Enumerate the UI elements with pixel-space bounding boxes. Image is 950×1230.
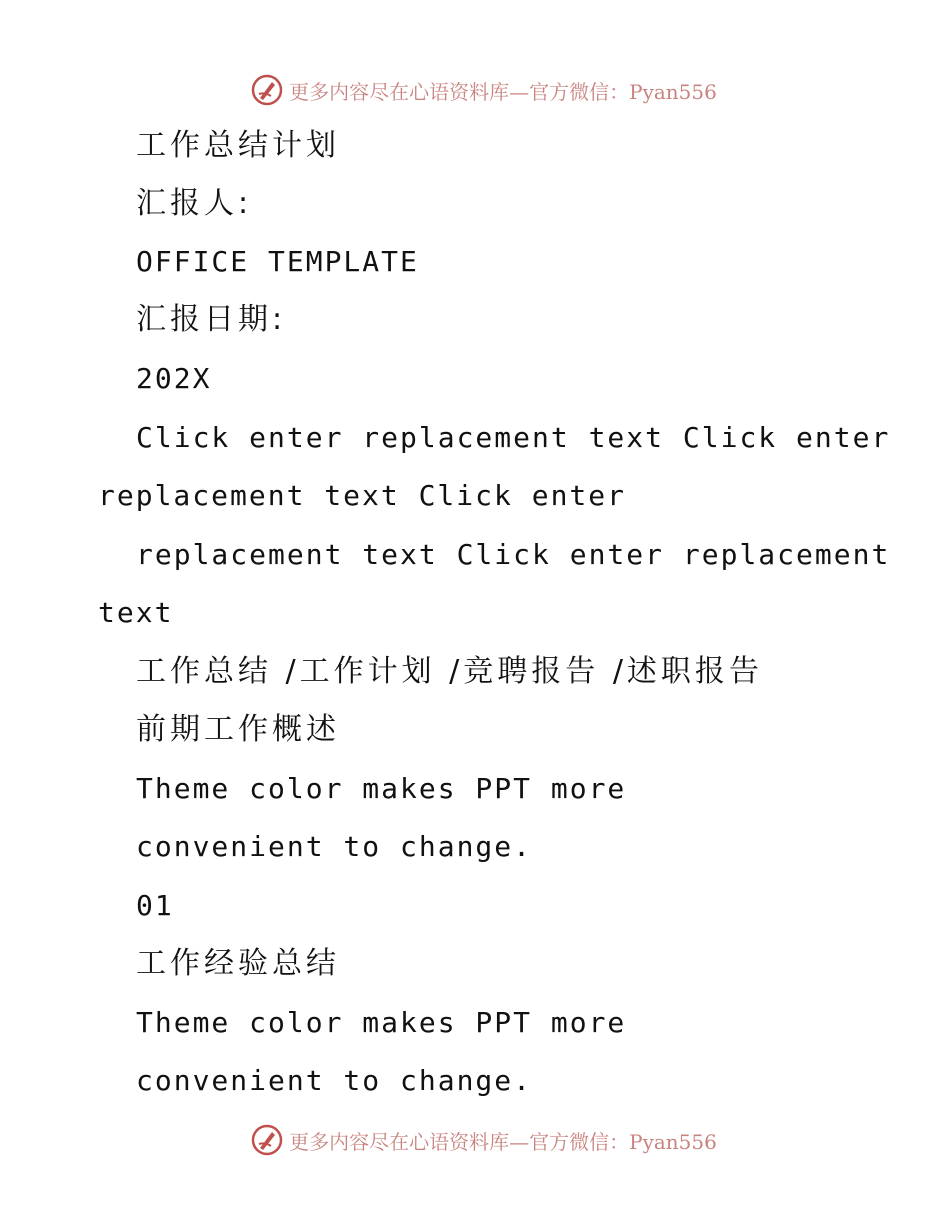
section-description: Theme color makes PPT more xyxy=(136,1006,627,1039)
quill-logo-icon xyxy=(251,74,283,106)
section-number: 01 xyxy=(136,889,174,922)
watermark-text: 更多内容尽在心语资料库—官方微信：Pyan556 xyxy=(289,1129,717,1154)
section-description: convenient to change. xyxy=(136,1064,533,1097)
category-list: 工作总结 /工作计划 /竞聘报告 /述职报告 xyxy=(136,654,763,689)
report-date-label: 汇报日期: xyxy=(136,302,287,337)
year-value: 202X xyxy=(136,362,212,395)
template-label: OFFICE TEMPLATE xyxy=(136,245,419,278)
placeholder-paragraph-line: replacement text Click enter replacement xyxy=(136,538,891,571)
reporter-label: 汇报人: xyxy=(136,186,253,221)
section-description: convenient to change. xyxy=(136,830,533,863)
header-watermark xyxy=(0,70,950,110)
footer-watermark xyxy=(0,1120,950,1160)
watermark-text: 更多内容尽在心语资料库—官方微信：Pyan556 xyxy=(289,79,717,104)
section-heading: 前期工作概述 xyxy=(136,712,340,747)
section-description: Theme color makes PPT more xyxy=(136,772,627,805)
placeholder-paragraph-line: replacement text Click enter xyxy=(98,479,627,512)
quill-logo-icon xyxy=(251,1124,283,1156)
placeholder-paragraph-line: text xyxy=(98,596,174,629)
doc-title: 工作总结计划 xyxy=(136,128,340,163)
placeholder-paragraph-line: Click enter replacement text Click enter xyxy=(136,421,891,454)
section-heading: 工作经验总结 xyxy=(136,946,340,981)
